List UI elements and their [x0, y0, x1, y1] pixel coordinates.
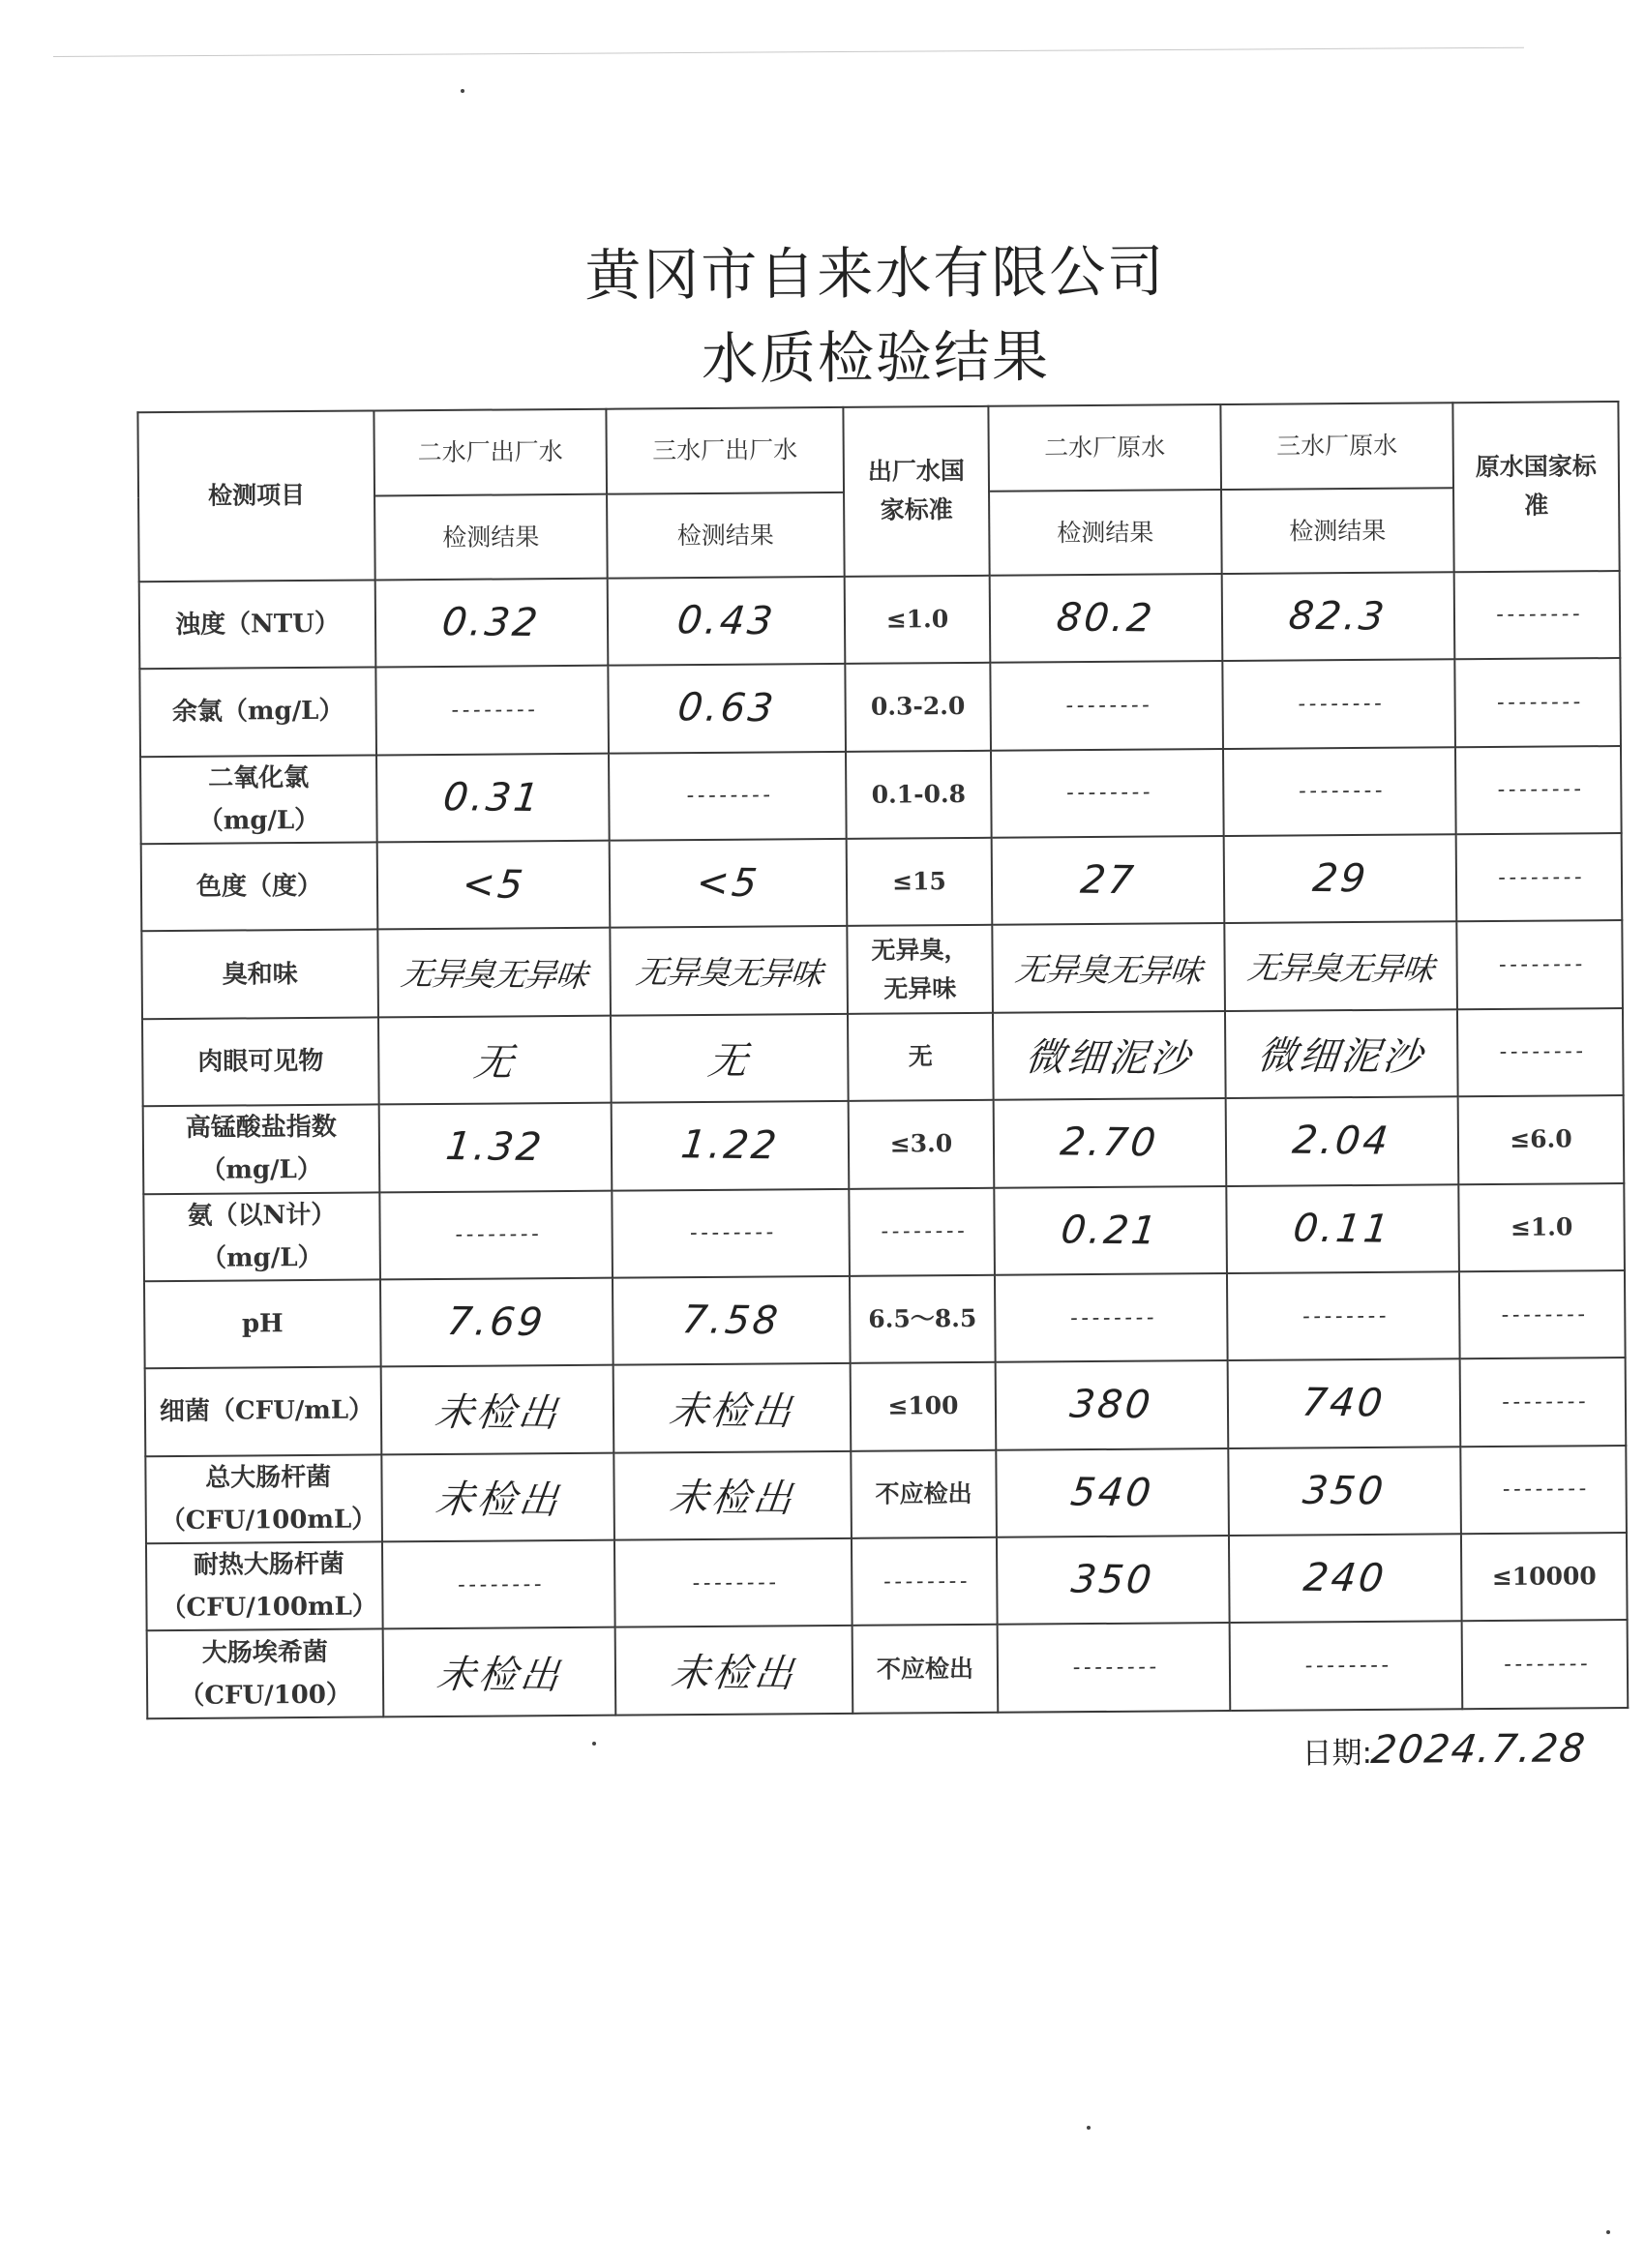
cell-plant2-raw — [996, 1360, 1229, 1449]
cell-raw-standard-text: -------- — [1499, 1389, 1587, 1415]
cell-raw-standard — [1458, 1183, 1625, 1272]
cell-raw-standard-text: ≤6.0 — [1510, 1124, 1572, 1154]
cell-out-standard — [846, 750, 992, 838]
cell-item — [141, 842, 378, 931]
cell-raw-standard-text: -------- — [1500, 1477, 1588, 1503]
cell-item-text: 余氯（mg/L） — [171, 697, 344, 728]
cell-plant3-out-text: 无异臭无异味 — [633, 952, 823, 993]
cell-item-text: 肉眼可见物 — [197, 1046, 324, 1077]
header-plant3-raw: 三水厂原水 — [1220, 403, 1453, 490]
table-row — [139, 658, 1621, 757]
cell-plant3-out — [613, 1276, 851, 1365]
cell-plant3-out-text: 未检出 — [667, 1476, 797, 1522]
cell-item-text: 总大肠杆菌（CFU/100mL） — [160, 1462, 377, 1536]
cell-item — [145, 1367, 382, 1456]
cell-out-standard-text: 不应检出 — [876, 1654, 974, 1684]
cell-item-text: 高锰酸盐指数（mg/L） — [185, 1113, 337, 1186]
cell-item — [143, 1192, 380, 1281]
cell-plant2-raw-text: -------- — [1063, 780, 1152, 806]
cell-plant3-raw-text: -------- — [1301, 1654, 1391, 1679]
cell-out-standard-text: -------- — [878, 1219, 966, 1244]
cell-plant3-out — [608, 664, 846, 753]
cell-plant2-raw — [990, 661, 1223, 750]
cell-plant3-out — [612, 1188, 850, 1277]
cell-plant2-raw-text: 无异臭无异味 — [1013, 949, 1204, 990]
cell-item-text: 二氧化氯（mg/L） — [197, 762, 320, 836]
cell-item — [139, 580, 376, 669]
cell-raw-standard-text: -------- — [1493, 602, 1581, 628]
cell-plant2-raw-text: -------- — [1062, 693, 1151, 719]
cell-plant3-out-text: 7.58 — [679, 1298, 783, 1344]
cell-plant3-raw — [1223, 747, 1456, 836]
header-result: 检测结果 — [607, 492, 845, 578]
cell-out-standard — [852, 1625, 999, 1714]
cell-plant3-raw-text: 29 — [1309, 855, 1371, 902]
cell-plant3-out — [613, 1451, 852, 1540]
cell-plant3-raw — [1224, 922, 1457, 1011]
cell-plant2-raw — [996, 1448, 1229, 1537]
cell-plant3-raw — [1222, 659, 1455, 748]
cell-raw-standard — [1455, 746, 1622, 835]
cell-out-standard-text: 不应检出 — [875, 1478, 972, 1508]
cell-raw-standard — [1454, 571, 1621, 660]
cell-plant3-raw-text: 2.04 — [1290, 1118, 1394, 1164]
cell-raw-standard-text: -------- — [1494, 777, 1582, 803]
cell-out-standard-text: 6.5～8.5 — [868, 1303, 977, 1333]
header-result: 检测结果 — [1221, 489, 1454, 574]
cell-plant2-raw — [994, 1098, 1227, 1187]
cell-plant2-out — [376, 753, 610, 842]
table-row — [146, 1533, 1628, 1631]
cell-plant3-raw-text: 82.3 — [1286, 593, 1391, 640]
header-result: 检测结果 — [989, 490, 1222, 575]
cell-plant3-raw — [1224, 834, 1457, 923]
cell-out-standard — [847, 838, 993, 926]
cell-item-text: 浊度（NTU） — [175, 609, 341, 640]
cell-plant3-raw-text: 微细泥沙 — [1255, 1033, 1427, 1081]
cell-plant2-raw-text: 2.70 — [1058, 1119, 1162, 1166]
cell-out-standard-text: -------- — [881, 1568, 969, 1595]
header-out-standard: 出厂水国家标准 — [843, 406, 989, 577]
cell-plant2-out-text: 未检出 — [434, 1653, 564, 1699]
cell-plant2-raw — [990, 574, 1223, 663]
cell-out-standard-text: 无 — [908, 1042, 933, 1071]
cell-out-standard-text: ≤100 — [887, 1391, 959, 1421]
table-row — [147, 1620, 1629, 1718]
document-title: 水质检验结果 — [701, 323, 1051, 392]
cell-raw-standard — [1461, 1533, 1628, 1622]
cell-out-standard-text: ≤15 — [892, 867, 946, 896]
cell-plant3-raw-text: -------- — [1300, 1303, 1388, 1329]
cell-plant3-out — [612, 1101, 850, 1190]
cell-plant2-out — [375, 578, 609, 667]
cell-plant3-raw-text: -------- — [1296, 779, 1384, 804]
cell-plant3-out — [609, 751, 847, 840]
cell-plant2-raw-text: -------- — [1069, 1655, 1158, 1681]
cell-item — [142, 1017, 379, 1106]
cell-plant2-out-text: 1.32 — [443, 1124, 548, 1171]
table-row — [145, 1358, 1627, 1456]
cell-item — [141, 930, 378, 1019]
cell-plant3-raw — [1230, 1622, 1463, 1711]
table-row — [143, 1183, 1625, 1282]
cell-out-standard — [848, 1013, 994, 1101]
cell-item-text: 细菌（CFU/mL） — [159, 1395, 374, 1427]
cell-out-standard-text: 无异臭，无异味 — [871, 935, 969, 1003]
cell-plant2-raw-text: 80.2 — [1054, 595, 1158, 642]
cell-item-text: 氨（以N计）（mg/L） — [187, 1200, 337, 1273]
cell-item — [144, 1279, 381, 1368]
header-raw-standard: 原水国家标准 — [1452, 402, 1619, 572]
cell-plant2-raw — [997, 1536, 1230, 1625]
cell-plant2-out-text: 未检出 — [433, 1477, 563, 1524]
cell-plant3-raw — [1229, 1534, 1462, 1623]
cell-plant2-out-text: -------- — [455, 1571, 543, 1597]
cell-plant3-raw-text: 350 — [1301, 1468, 1389, 1514]
cell-raw-standard-text: -------- — [1501, 1652, 1589, 1678]
company-name: 黄冈市自来水有限公司 — [584, 238, 1166, 309]
cell-item-text: pH — [241, 1309, 284, 1339]
cell-out-standard — [845, 663, 991, 751]
cell-plant3-raw-text: 0.11 — [1291, 1206, 1394, 1252]
cell-plant2-out-text: 0.32 — [439, 599, 544, 646]
cell-raw-standard-text: -------- — [1498, 1301, 1586, 1328]
cell-plant2-raw-text: 0.21 — [1059, 1208, 1162, 1254]
cell-plant2-raw — [994, 1186, 1227, 1275]
cell-raw-standard-text: -------- — [1494, 690, 1582, 715]
cell-out-standard-text: 0.3-2.0 — [870, 692, 966, 722]
table-row — [143, 1095, 1625, 1194]
cell-plant3-raw — [1228, 1359, 1461, 1448]
cell-plant2-out-text: 无 — [470, 1040, 519, 1087]
cell-out-standard — [851, 1362, 997, 1450]
cell-out-standard — [849, 1100, 995, 1188]
cell-plant2-out-text: 未检出 — [432, 1389, 562, 1437]
cell-plant3-out — [611, 1014, 849, 1103]
cell-plant2-raw — [991, 749, 1224, 838]
cell-plant3-raw-text: 240 — [1301, 1555, 1390, 1601]
cell-plant2-out-text: -------- — [452, 1222, 540, 1248]
cell-plant2-out — [379, 1103, 613, 1192]
cell-plant3-out-text: <5 — [694, 860, 763, 907]
cell-plant2-out — [380, 1278, 613, 1367]
table-row — [141, 920, 1623, 1019]
cell-plant2-out-text: <5 — [459, 862, 528, 909]
date-label: 日期: — [1301, 1735, 1373, 1772]
cell-out-standard-text: ≤1.0 — [885, 605, 949, 634]
cell-plant2-out-text: 0.31 — [441, 774, 545, 821]
cell-raw-standard — [1462, 1620, 1629, 1709]
date-value: 2024.7.28 — [1368, 1726, 1590, 1773]
cell-plant2-raw — [995, 1273, 1228, 1362]
cell-item-text: 臭和味 — [222, 959, 298, 990]
cell-out-standard — [849, 1187, 995, 1275]
cell-item — [139, 668, 376, 757]
cell-out-standard-text: 0.1-0.8 — [871, 779, 967, 809]
cell-plant3-out-text: 0.63 — [675, 685, 779, 731]
cell-plant2-raw — [993, 1011, 1226, 1100]
cell-raw-standard — [1454, 658, 1621, 747]
cell-plant3-out — [614, 1538, 852, 1627]
cell-out-standard — [847, 925, 993, 1013]
cell-plant3-out-text: -------- — [683, 783, 771, 809]
cell-raw-standard-text: -------- — [1496, 1039, 1584, 1065]
cell-plant2-out — [381, 1452, 614, 1541]
cell-plant3-out — [613, 1363, 852, 1452]
cell-plant3-raw — [1227, 1271, 1460, 1360]
cell-plant3-out-text: 无 — [705, 1038, 753, 1085]
cell-plant3-out-text: -------- — [689, 1570, 777, 1596]
cell-item — [147, 1629, 384, 1718]
cell-plant2-out — [382, 1540, 615, 1629]
cell-plant3-raw — [1225, 1009, 1458, 1098]
cell-out-standard — [845, 576, 991, 664]
cell-plant2-out — [377, 841, 611, 930]
cell-plant2-out-text: 无异臭无异味 — [399, 954, 589, 995]
date-line — [1301, 1726, 1590, 1773]
cell-item-text: 耐热大肠杆菌（CFU/100mL） — [161, 1549, 377, 1624]
cell-item — [143, 1105, 380, 1194]
cell-plant3-raw — [1228, 1447, 1461, 1536]
cell-plant2-raw — [992, 923, 1225, 1012]
cell-plant3-raw-text: 无异臭无异味 — [1245, 948, 1436, 989]
cell-out-standard — [850, 1275, 996, 1363]
cell-plant3-out — [608, 577, 846, 666]
cell-plant3-raw — [1226, 1096, 1459, 1185]
cell-raw-standard-text: ≤10000 — [1491, 1562, 1597, 1592]
cell-plant3-out — [615, 1626, 853, 1715]
cell-raw-standard — [1458, 1095, 1625, 1184]
cell-plant2-raw-text: -------- — [1067, 1305, 1155, 1330]
cell-raw-standard-text: -------- — [1495, 864, 1583, 890]
cell-plant3-raw — [1226, 1184, 1459, 1273]
results-table — [136, 401, 1629, 1719]
cell-out-standard-text: ≤3.0 — [889, 1129, 953, 1158]
cell-plant2-raw — [998, 1623, 1231, 1712]
header-plant2-raw: 二水厂原水 — [988, 404, 1221, 492]
cell-plant3-out-text: 未检出 — [667, 1388, 797, 1435]
cell-plant2-raw-text: 380 — [1067, 1382, 1156, 1428]
cell-raw-standard-text: -------- — [1496, 952, 1584, 977]
cell-plant3-raw-text: 740 — [1300, 1381, 1389, 1427]
cell-plant2-out-text: 7.69 — [445, 1299, 549, 1346]
cell-raw-standard — [1457, 1008, 1624, 1097]
table-row — [145, 1446, 1627, 1544]
cell-item — [146, 1541, 383, 1630]
cell-raw-standard — [1456, 920, 1623, 1009]
cell-plant2-out — [378, 1015, 612, 1104]
cell-plant3-out — [610, 839, 848, 928]
table-row — [144, 1270, 1626, 1369]
cell-plant2-out-text: -------- — [448, 698, 536, 723]
cell-raw-standard — [1456, 833, 1623, 922]
cell-out-standard — [852, 1537, 998, 1626]
cell-out-standard — [851, 1449, 997, 1537]
cell-raw-standard-text: ≤1.0 — [1510, 1212, 1573, 1241]
cell-plant3-out — [610, 926, 848, 1015]
cell-plant2-out — [381, 1365, 614, 1454]
cell-item — [140, 755, 377, 844]
cell-plant3-out-text: 1.22 — [678, 1122, 782, 1169]
header-plant3-out: 三水厂出厂水 — [606, 407, 844, 494]
header-item: 检测项目 — [137, 410, 374, 582]
cell-plant3-out-text: -------- — [687, 1220, 775, 1246]
cell-plant2-raw-text: 27 — [1077, 857, 1139, 904]
cell-plant2-out — [377, 928, 611, 1017]
cell-raw-standard — [1460, 1446, 1627, 1535]
cell-plant3-raw — [1222, 572, 1455, 661]
table-row — [141, 833, 1623, 932]
header-result: 检测结果 — [374, 494, 608, 580]
cell-plant2-raw-text: 350 — [1069, 1557, 1157, 1603]
cell-plant2-out — [383, 1627, 616, 1716]
cell-plant2-out — [379, 1190, 613, 1279]
table-row — [142, 1008, 1624, 1107]
cell-plant2-out — [375, 666, 609, 755]
header-plant2-out: 二水厂出厂水 — [374, 409, 607, 496]
table-row — [139, 571, 1621, 670]
table-row — [140, 746, 1622, 845]
cell-plant2-raw-text: 微细泥沙 — [1023, 1035, 1195, 1083]
cell-item-text: 大肠埃希菌（CFU/100） — [179, 1637, 352, 1711]
cell-plant3-out-text: 0.43 — [674, 598, 778, 644]
cell-plant3-out-text: 未检出 — [669, 1651, 799, 1697]
cell-raw-standard — [1459, 1270, 1626, 1359]
cell-plant2-raw-text: 540 — [1068, 1470, 1156, 1516]
header-row-1 — [137, 402, 1619, 498]
cell-plant3-raw-text: -------- — [1295, 691, 1383, 717]
cell-item — [145, 1454, 382, 1543]
cell-item-text: 色度（度） — [195, 871, 323, 902]
cell-plant2-raw — [992, 836, 1225, 925]
cell-raw-standard — [1460, 1358, 1627, 1447]
